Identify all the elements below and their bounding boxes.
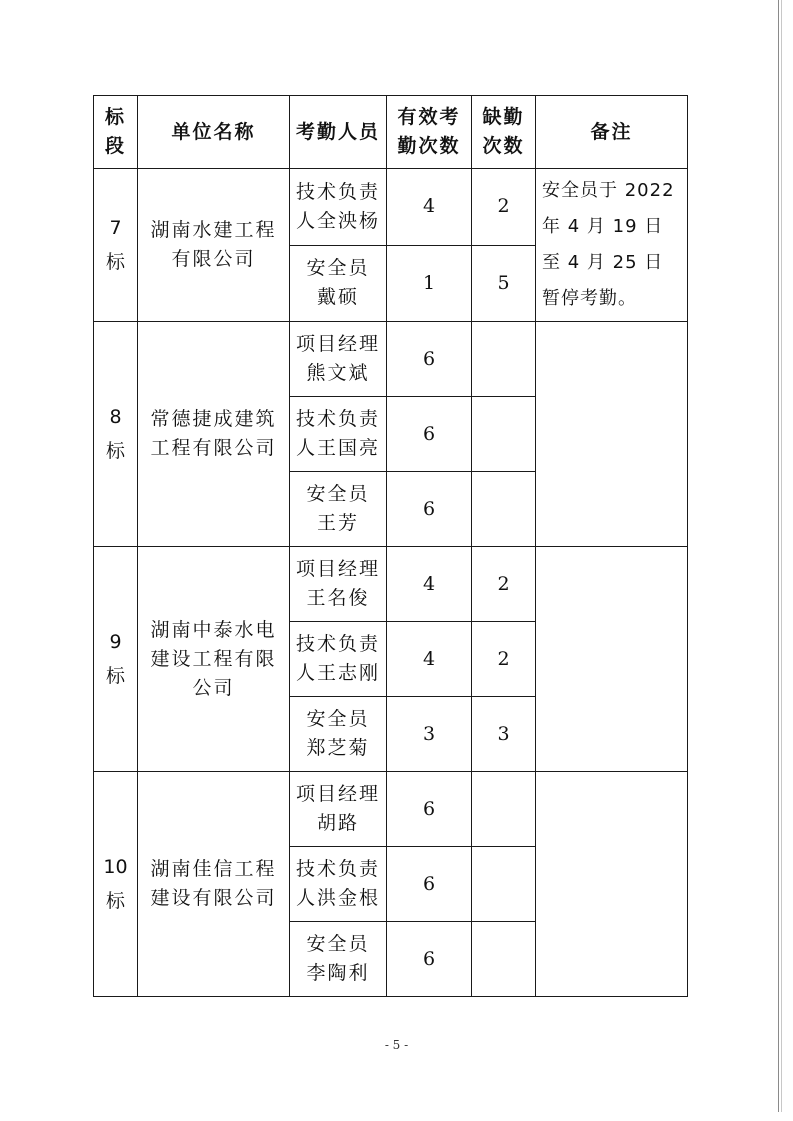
unit-name-cell: 湖南佳信工程建设有限公司 bbox=[138, 772, 290, 997]
personnel-line: 胡路 bbox=[316, 812, 359, 834]
personnel-line: 技术负责 bbox=[295, 633, 380, 655]
section-suffix: 标 bbox=[105, 890, 125, 912]
personnel-line: 李陶利 bbox=[306, 962, 370, 984]
section-suffix: 标 bbox=[105, 440, 125, 462]
personnel-line: 技术负责 bbox=[295, 408, 380, 430]
header-section-line: 段 bbox=[104, 135, 126, 157]
valid-count-cell: 6 bbox=[387, 772, 472, 847]
personnel-cell bbox=[290, 245, 387, 322]
scan-edge-line bbox=[781, 0, 782, 1112]
absent-count-cell bbox=[472, 772, 536, 847]
absent-count-cell bbox=[472, 922, 536, 997]
header-valid-line: 勤次数 bbox=[397, 135, 461, 157]
absent-count-cell bbox=[472, 322, 536, 397]
personnel-line: 熊文斌 bbox=[306, 362, 370, 384]
section-cell bbox=[94, 772, 138, 997]
personnel-line: 人王国亮 bbox=[295, 437, 380, 459]
personnel-cell bbox=[290, 169, 387, 246]
absent-count-cell bbox=[472, 472, 536, 547]
personnel-line: 人全泱杨 bbox=[295, 209, 380, 232]
personnel-cell bbox=[290, 547, 387, 622]
unit-name-cell: 湖南中泰水电建设工程有限公司 bbox=[138, 547, 290, 772]
section-suffix: 标 bbox=[105, 251, 125, 273]
personnel-cell bbox=[290, 847, 387, 922]
valid-count-cell: 1 bbox=[387, 245, 472, 322]
absent-count-cell: 2 bbox=[472, 622, 536, 697]
table-row bbox=[94, 322, 688, 397]
absent-count-cell: 2 bbox=[472, 547, 536, 622]
personnel-line: 戴硕 bbox=[316, 286, 359, 309]
personnel-line: 人王志刚 bbox=[295, 662, 380, 684]
table-row bbox=[94, 169, 688, 246]
header-personnel: 考勤人员 bbox=[290, 96, 387, 169]
section-cell bbox=[94, 169, 138, 322]
absent-count-cell: 3 bbox=[472, 697, 536, 772]
personnel-cell bbox=[290, 322, 387, 397]
personnel-cell bbox=[290, 697, 387, 772]
section-cell bbox=[94, 322, 138, 547]
section-number: 8 bbox=[109, 406, 122, 428]
absent-count-cell bbox=[472, 847, 536, 922]
personnel-line: 项目经理 bbox=[295, 783, 380, 805]
valid-count-cell: 6 bbox=[387, 472, 472, 547]
valid-count-cell: 3 bbox=[387, 697, 472, 772]
absent-count-cell bbox=[472, 397, 536, 472]
personnel-line: 安全员 bbox=[306, 483, 370, 505]
section-number: 9 bbox=[109, 631, 122, 653]
personnel-line: 技术负责 bbox=[295, 858, 380, 880]
personnel-cell bbox=[290, 397, 387, 472]
header-absent-line: 次数 bbox=[482, 135, 525, 157]
note-cell bbox=[536, 547, 688, 772]
attendance-table bbox=[93, 95, 688, 997]
personnel-line: 技术负责 bbox=[295, 180, 380, 203]
personnel-line: 安全员 bbox=[306, 933, 370, 955]
personnel-line: 项目经理 bbox=[295, 333, 380, 355]
section-cell bbox=[94, 547, 138, 772]
header-absent bbox=[472, 96, 536, 169]
valid-count-cell: 4 bbox=[387, 547, 472, 622]
unit-name-cell: 常德捷成建筑工程有限公司 bbox=[138, 322, 290, 547]
table-header-row bbox=[94, 96, 688, 169]
valid-count-cell: 6 bbox=[387, 322, 472, 397]
page-number: - 5 - bbox=[384, 1038, 409, 1052]
header-absent-line: 缺勤 bbox=[482, 106, 525, 128]
absent-count-cell: 2 bbox=[472, 169, 536, 246]
personnel-line: 人洪金根 bbox=[295, 887, 380, 909]
personnel-cell bbox=[290, 772, 387, 847]
valid-count-cell: 6 bbox=[387, 922, 472, 997]
table-row bbox=[94, 772, 688, 847]
valid-count-cell: 4 bbox=[387, 169, 472, 246]
personnel-line: 郑芝菊 bbox=[306, 737, 370, 759]
absent-count-cell: 5 bbox=[472, 245, 536, 322]
personnel-cell bbox=[290, 472, 387, 547]
header-unit: 单位名称 bbox=[138, 96, 290, 169]
personnel-line: 安全员 bbox=[306, 257, 370, 280]
section-suffix: 标 bbox=[105, 665, 125, 687]
personnel-line: 王名俊 bbox=[306, 587, 370, 609]
personnel-line: 项目经理 bbox=[295, 558, 380, 580]
note-cell: 安全员于 2022 年 4 月 19 日至 4 月 25 日暂停考勤。 bbox=[536, 169, 688, 322]
valid-count-cell: 6 bbox=[387, 847, 472, 922]
header-valid bbox=[387, 96, 472, 169]
header-note: 备注 bbox=[536, 96, 688, 169]
section-number: 7 bbox=[109, 217, 122, 239]
personnel-line: 王芳 bbox=[316, 512, 359, 534]
header-section-line: 标 bbox=[104, 106, 126, 128]
valid-count-cell: 4 bbox=[387, 622, 472, 697]
header-section bbox=[94, 96, 138, 169]
note-cell bbox=[536, 772, 688, 997]
personnel-cell bbox=[290, 922, 387, 997]
note-cell bbox=[536, 322, 688, 547]
table-row bbox=[94, 547, 688, 622]
personnel-cell bbox=[290, 622, 387, 697]
scan-edge-line bbox=[778, 0, 779, 1112]
unit-name-cell: 湖南水建工程有限公司 bbox=[138, 169, 290, 322]
valid-count-cell: 6 bbox=[387, 397, 472, 472]
header-valid-line: 有效考 bbox=[397, 106, 461, 128]
section-number: 10 bbox=[103, 856, 128, 878]
personnel-line: 安全员 bbox=[306, 708, 370, 730]
